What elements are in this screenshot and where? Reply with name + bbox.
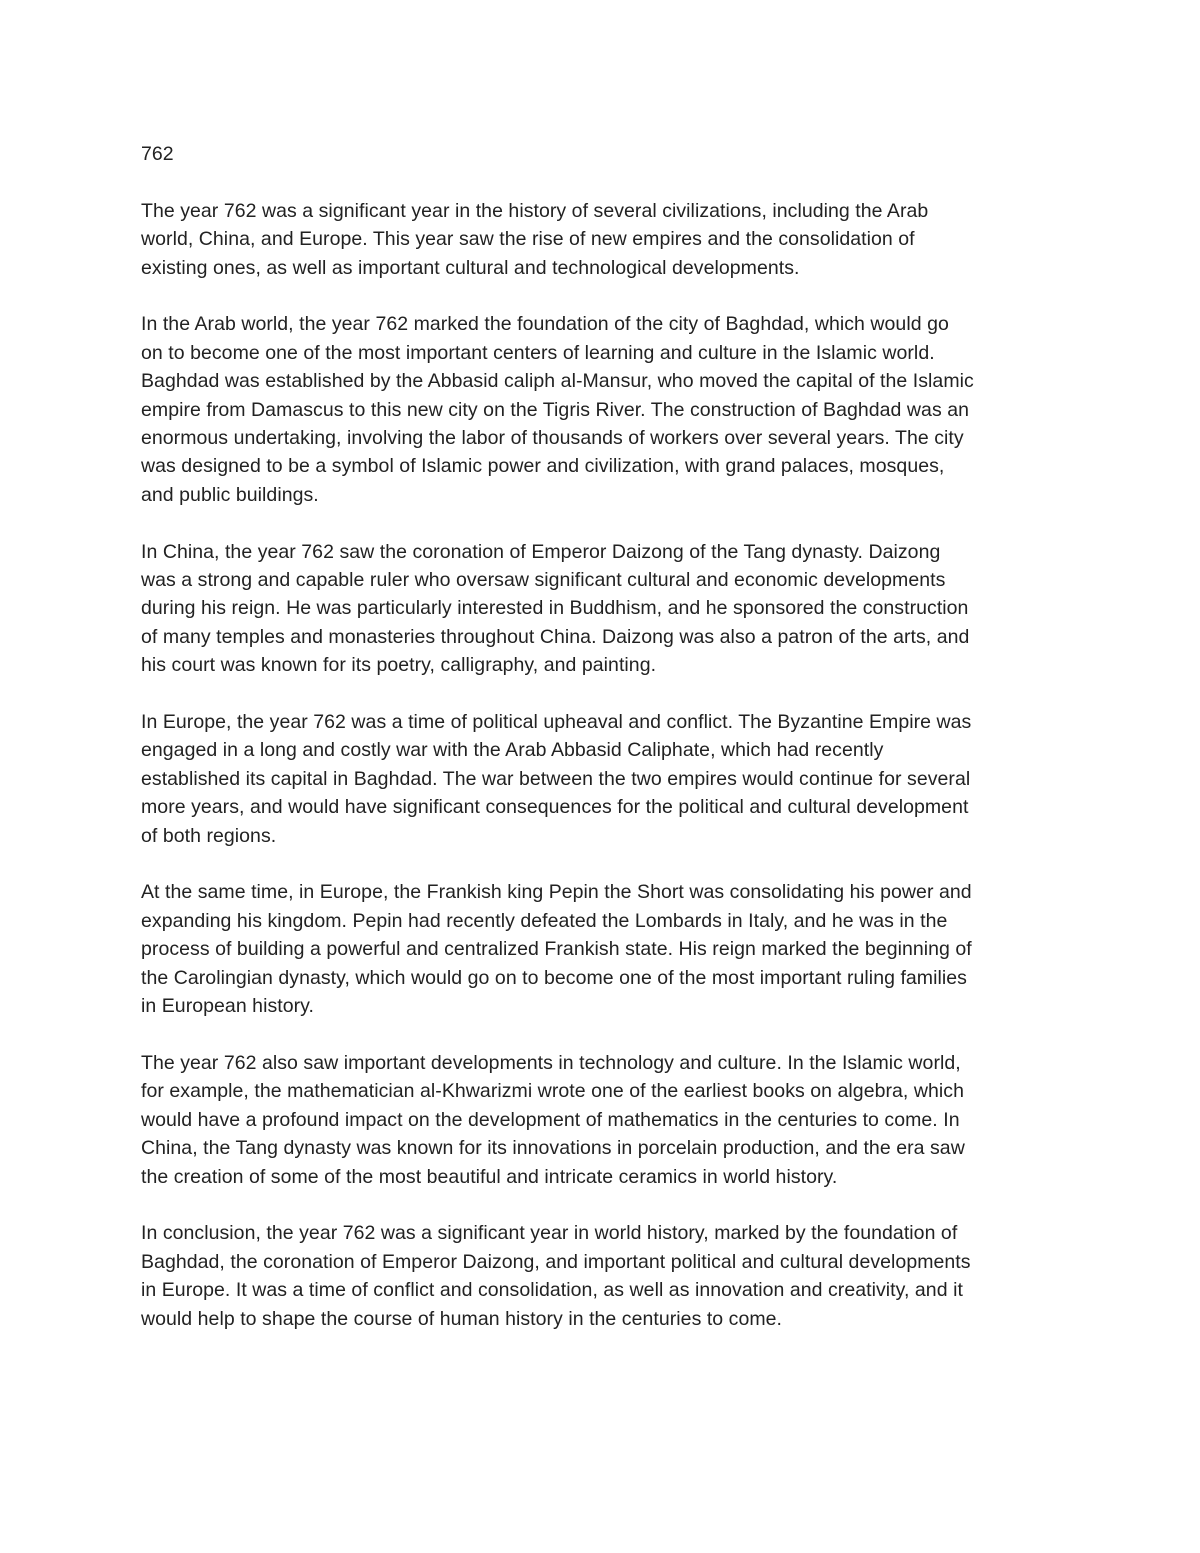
paragraph-europe-frankish: At the same time, in Europe, the Frankish king Pepin the Short was consolidating his power and expanding his kingdom. Pepin had recently defeated the Lombards in Italy, and he was in the process of building a powerful and centralized Frankish state. His reign marked the beginning of the Carolingian dynasty, which would go on to become one of the most important ruling families in European history. bbox=[141, 881, 972, 1018]
paragraph-arab-world: In the Arab world, the year 762 marked the foundation of the city of Baghdad, which would go on to become one of the most important centers of learning and culture in the Islamic world. Baghdad was established by the Abbasid caliph al-Mansur, who moved the capital of the Islamic empire from Damascus to this new city on the Tigris River. The construction of Baghdad was an enormous undertaking, involving the labor of thousands of workers over several years. The city was designed to be a symbol of Islamic power and civilization, with grand palaces, mosques, and public buildings. bbox=[141, 313, 974, 506]
document-title: 762 bbox=[141, 143, 174, 165]
paragraph-conclusion: In conclusion, the year 762 was a significant year in world history, marked by the foundation of Baghdad, the coronation of Emperor Daizong, and important political and cultural developments in Europe. It was a time of conflict and consolidation, as well as innovation and creativity, and it would help to shape the course of human history in the centuries to come. bbox=[141, 1222, 971, 1330]
document-page bbox=[141, 140, 1063, 1361]
paragraph-europe-byzantine: In Europe, the year 762 was a time of political upheaval and conflict. The Byzantine Empire was engaged in a long and costly war with the Arab Abbasid Caliphate, which had recently established its capital in Baghdad. The war between the two empires would continue for several more years, and would have significant consequences for the political and cultural development of both regions. bbox=[141, 711, 972, 847]
paragraph-technology-culture: The year 762 also saw important developments in technology and culture. In the Islamic world, for example, the mathematician al-Khwarizmi wrote one of the earliest books on algebra, which would have a profound impact on the development of mathematics in the centuries to come. In China, the Tang dynasty was known for its innovations in porcelain production, and the era saw the creation of some of the most beautiful and intricate ceramics in world history. bbox=[141, 1051, 965, 1188]
paragraph-intro: The year 762 was a significant year in the history of several civilizations, including the Arab world, China, and Europe. This year saw the rise of new empires and the consolidation of existing ones, as well as important cultural and technological developments. bbox=[141, 199, 929, 279]
paragraph-china: In China, the year 762 saw the coronation of Emperor Daizong of the Tang dynasty. Daizong was a strong and capable ruler who oversaw significant cultural and economic developments during his reign. He was particularly interested in Buddhism, and he sponsored the construction of many temples and monasteries throughout China. Daizong was also a patron of the arts, and his court was known for its poetry, calligraphy, and painting. bbox=[141, 540, 970, 677]
